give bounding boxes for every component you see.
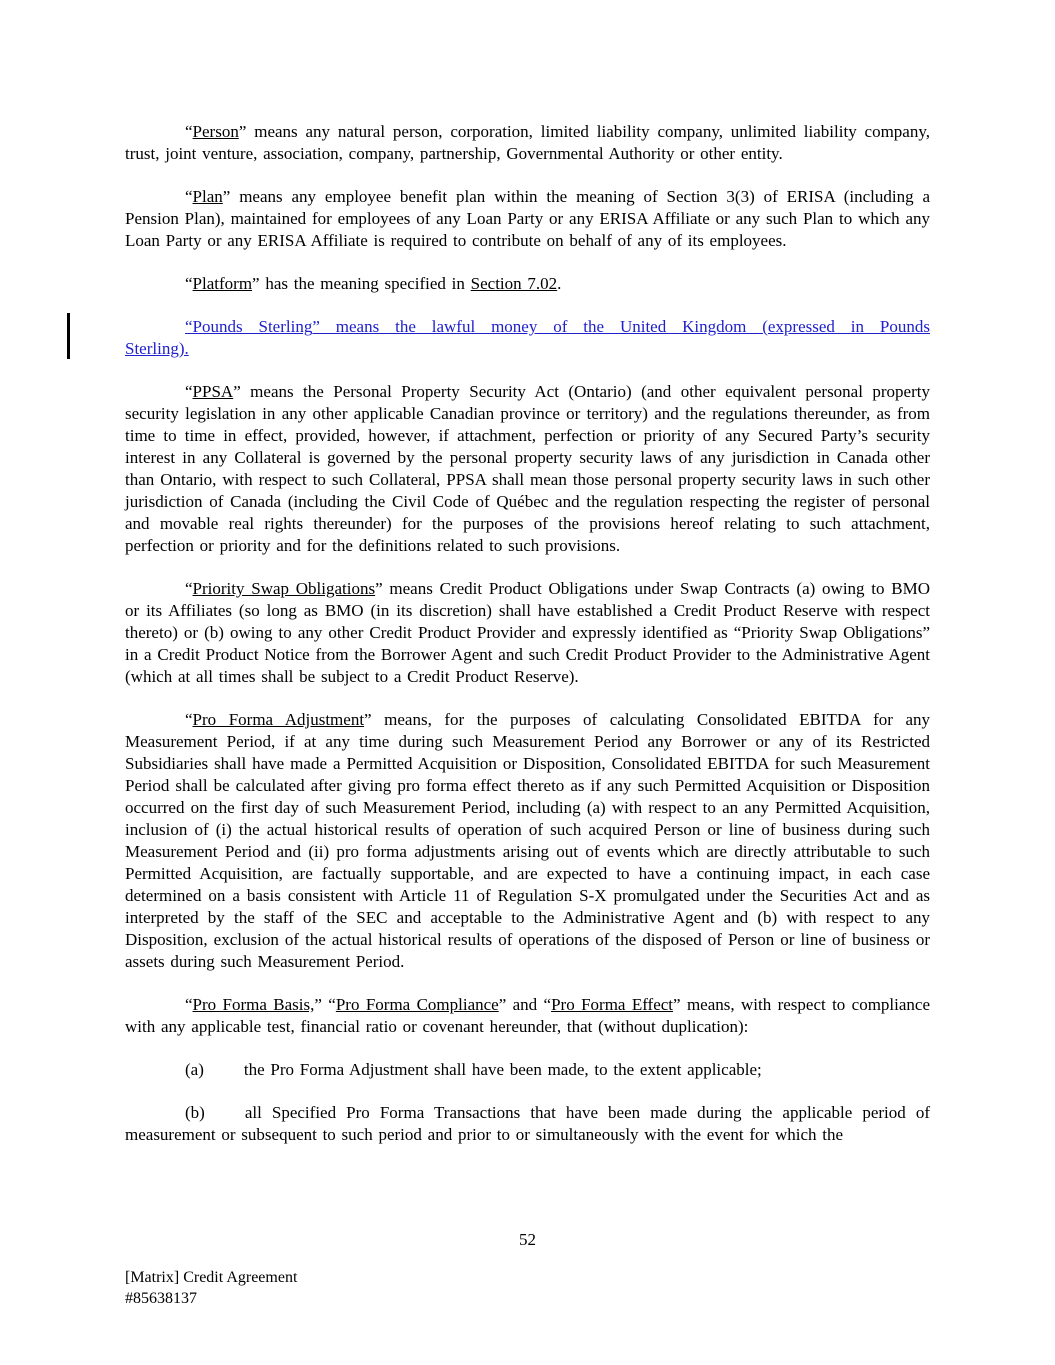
definition-person [125, 121, 930, 165]
text-segment: ” means any employee benefit plan within the meaning of Section 3(3) of ERISA (including a Pension Plan), maintained for employees of any Loan Party or any ERISA Affiliate or any such Plan to which any Loan Party or any ERISA Affiliate is required to contribute on behalf of any of its employees. [125, 187, 930, 250]
definition-platform [125, 273, 930, 295]
text-segment: ” means Credit Product Obligations under Swap Contracts (a) owing to BMO or its Affiliates (so long as BMO (in its discretion) shall have established a Credit Product Reserve with respect thereto) or (b) owing to any other Credit Product Provider and expressly identified as “Priority Swap Obligations” in a Credit Product Notice from the Borrower Agent and such Credit Product Provider to the Administrative Agent (which at all times shall be subject to a Credit Product Reserve). [125, 579, 930, 686]
defined-term: Pro Forma Adjustment [192, 710, 365, 729]
text-segment: ” has the meaning specified in [252, 274, 471, 293]
text-segment: all Specified Pro Forma Transactions that have been made during the applicable period of measurement or subsequent to such period and prior to or simultaneously with the event for which the [125, 1103, 930, 1144]
text-segment: (b) [185, 1103, 205, 1122]
document-footer [125, 1267, 297, 1309]
text-segment: “ [185, 579, 193, 598]
definition-pro-forma-basis [125, 994, 930, 1038]
text-segment: “ [185, 274, 193, 293]
defined-term: Plan [192, 187, 223, 206]
clause-a [125, 1059, 930, 1081]
text-segment: ” means the Personal Property Security Act (Ontario) (and other equivalent personal property security legislation in any other applicable Canadian province or territory) and the regulations thereunder, as from time to time in effect, provided, however, if attachment, perfection or priority of any Secured Party’s security interest in any Collateral is governed by the personal property security laws of any jurisdiction in Canada other than Ontario, with respect to such Collateral, PPSA shall mean those personal property security laws in such other jurisdiction of Canada (including the Civil Code of Québec and the regulation respecting the register of personal and movable real rights thereunder) for the purposes of the provisions hereof relating to such attachment, perfection or priority and for the definitions related to such provisions. [125, 382, 930, 555]
definition-pro-forma-adjustment [125, 709, 930, 973]
text-segment: ” means, for the purposes of calculating Consolidated EBITDA for any Measurement Period, if at any time during such Measurement Period any Borrower or any of its Restricted Subsidiaries shall have made a Permitted Acquisition or Disposition, Consolidated EBITDA for such Measurement Period shall be calculated after giving pro forma effect thereto as if any such Permitted Acquisition or Disposition occurred on the first day of such Measurement Period, including (a) with respect to an any Permitted Acquisition, inclusion of (i) the actual historical results of operation of such acquired Person or line of business during such Measurement Period and (ii) pro forma adjustments arising out of events which are directly attributable to such Permitted Acquisition, are factually supportable, and are expected to have a continuing impact, in each case determined on a basis consistent with Article 11 of Regulation S-X promulgated under the Securities Act and as interpreted by the staff of the SEC and acceptable to the Administrative Agent and (b) with respect to any Disposition, exclusion of the actual historical results of operations of the disposed of Person or line of business or assets during such Measurement Period. [125, 710, 930, 971]
document-body [125, 121, 930, 1167]
text-segment: ” “ [314, 995, 336, 1014]
text-segment: ” means any natural person, corporation, limited liability company, unlimited liability company, trust, joint venture, association, company, partnership, Governmental Authority or other entity. [125, 122, 930, 163]
text-segment: the Pro Forma Adjustment shall have been made, to the extent applicable; [243, 1060, 762, 1079]
text-segment: . [557, 274, 562, 293]
text-segment: Sterling). [125, 339, 189, 358]
text-segment: “ [185, 710, 193, 729]
defined-term: Person [192, 122, 239, 141]
text-segment: ” means the lawful money of the United Kingdom (expressed in Pounds [312, 317, 930, 336]
footer-doc-id: #85638137 [125, 1290, 197, 1307]
page-number: 52 [519, 1230, 536, 1249]
defined-term: Pounds Sterling [192, 317, 313, 336]
text-segment: “ [185, 187, 193, 206]
defined-term: Pro Forma Effect [551, 995, 674, 1014]
definition-pounds-sterling-inserted [125, 316, 930, 360]
defined-term: Pro Forma Compliance [335, 995, 499, 1014]
definition-priority-swap-obligations [125, 578, 930, 688]
definition-ppsa [125, 381, 930, 557]
section-reference: Section 7.02 [470, 274, 558, 293]
revision-change-bar [67, 313, 70, 359]
defined-term: Platform [192, 274, 253, 293]
text-segment: ” means, with respect to compliance with any applicable test, financial ratio or covenant hereunder, that (without duplication): [125, 995, 931, 1036]
defined-term: Priority Swap Obligations [192, 579, 376, 598]
text-segment: “ [185, 995, 193, 1014]
defined-term: Pro Forma Basis, [192, 995, 315, 1014]
clause-b [125, 1102, 930, 1146]
text-segment: “ [185, 317, 193, 336]
text-segment: ” and “ [498, 995, 552, 1014]
definition-plan [125, 186, 930, 252]
text-segment: “ [185, 122, 193, 141]
text-segment: “ [185, 382, 193, 401]
text-segment: (a) [185, 1060, 204, 1079]
defined-term: PPSA [192, 382, 234, 401]
footer-doc-title: [Matrix] Credit Agreement [125, 1269, 298, 1286]
